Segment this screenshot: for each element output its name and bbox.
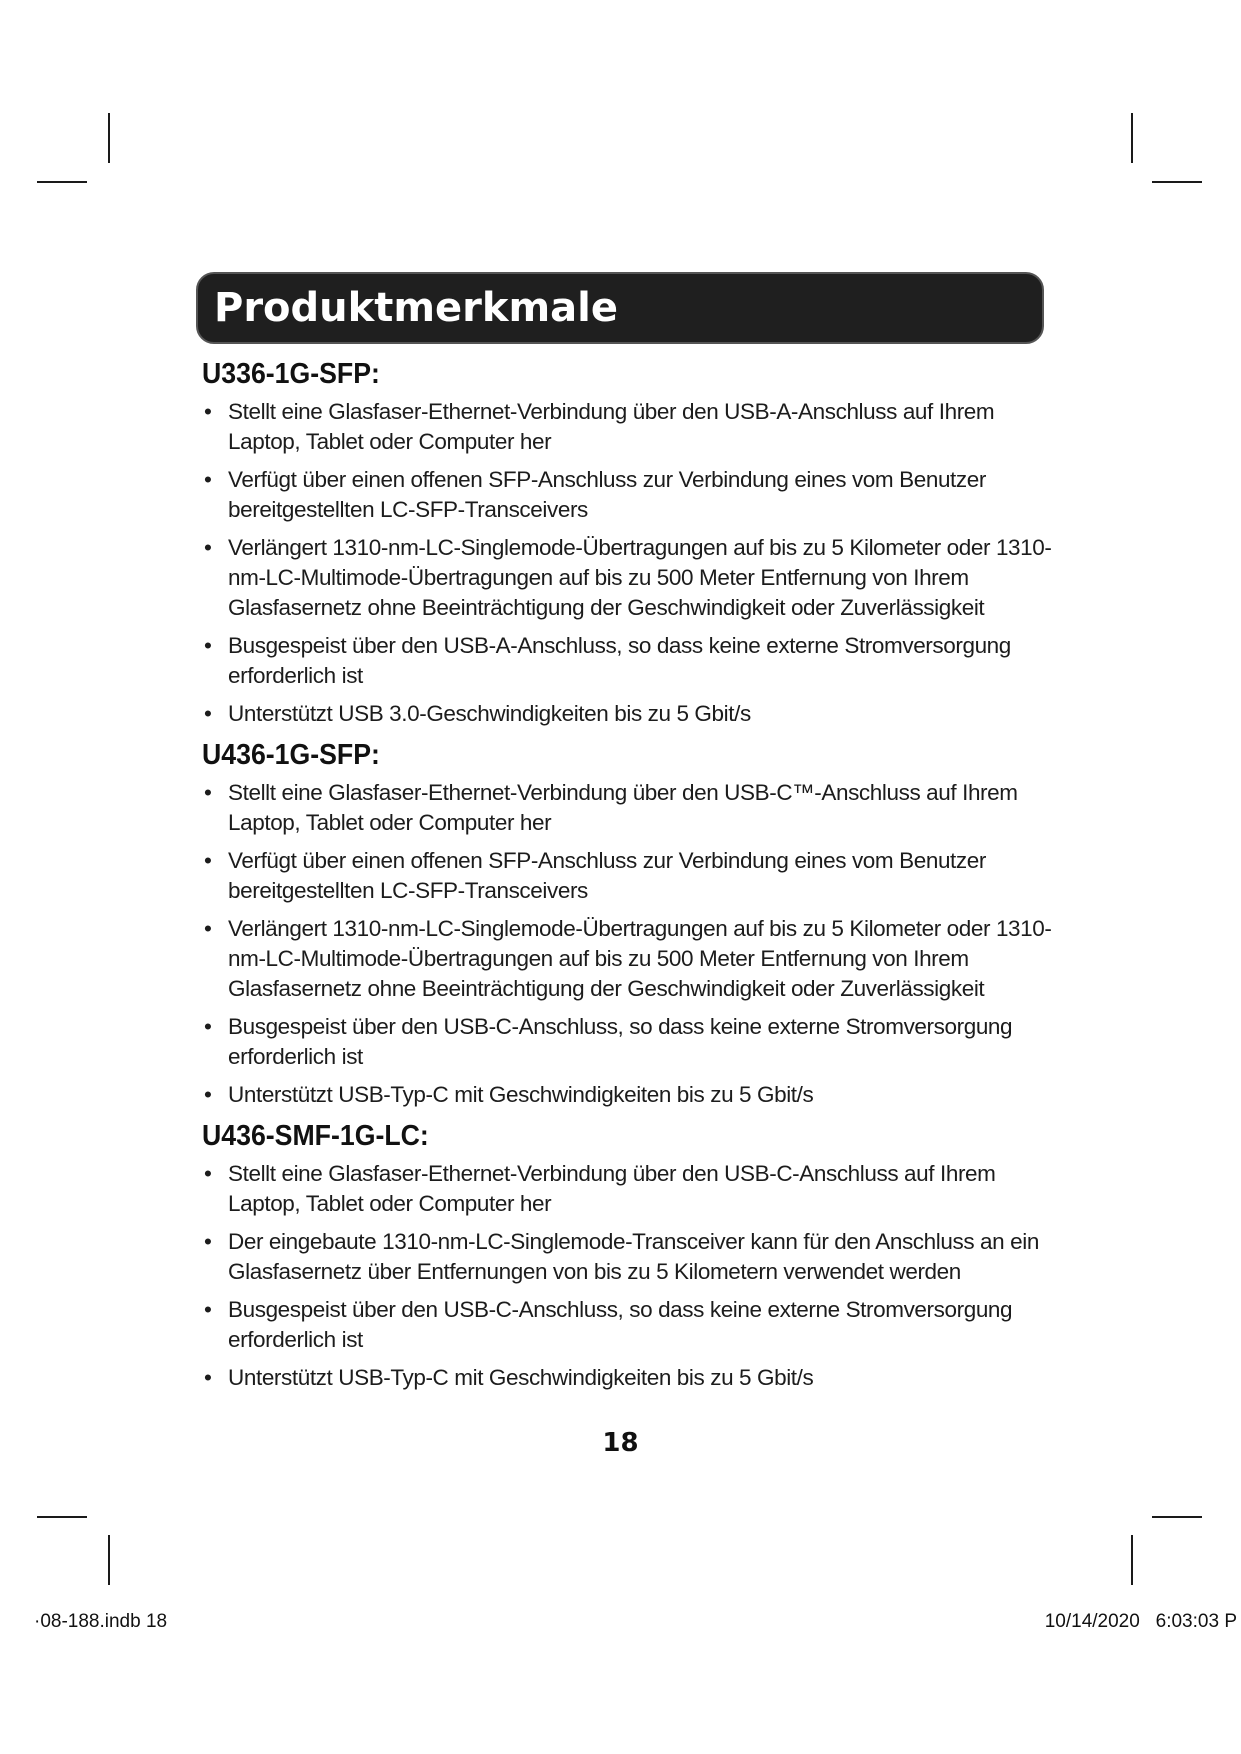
bullet-icon: • <box>204 633 212 658</box>
feature-text: Unterstützt USB-Typ-C mit Geschwindigkeiten bis zu 5 Gbit/s <box>228 1082 814 1107</box>
bullet-icon: • <box>204 535 212 560</box>
feature-list <box>196 397 1056 729</box>
feature-text: Verlängert 1310-nm-LC-Singlemode-Übertragungen auf bis zu 5 Kilometer oder 1310-nm-LC-Multimode-Übertragungen auf bis zu 500 Meter Entfernung von Ihrem Glasfasernetz ohne Beeinträchtigung der Geschwindigkeit oder Zuverlässigkeit <box>228 916 1052 1001</box>
bullet-icon: • <box>204 916 212 941</box>
feature-text: Verfügt über einen offenen SFP-Anschluss zur Verbindung eines vom Benutzer bereitgestellten LC-SFP-Transceivers <box>228 848 986 903</box>
feature-text: Busgespeist über den USB-A-Anschluss, so dass keine externe Stromversorgung erforderlich ist <box>228 633 1011 688</box>
feature-text: Der eingebaute 1310-nm-LC-Singlemode-Transceiver kann für den Anschluss an ein Glasfasernetz über Entfernungen von bis zu 5 Kilometern verwendet werden <box>228 1229 1039 1284</box>
crop-mark-top-right-vertical <box>1131 113 1133 163</box>
feature-text: Busgespeist über den USB-C-Anschluss, so dass keine externe Stromversorgung erforderlich ist <box>228 1297 1013 1352</box>
section-heading: U436-SMF-1G-LC: <box>202 1120 429 1152</box>
feature-list-item <box>196 1080 1056 1110</box>
page-number: 18 <box>602 1428 639 1458</box>
feature-text: Verlängert 1310-nm-LC-Singlemode-Übertragungen auf bis zu 5 Kilometer oder 1310-nm-LC-Multimode-Übertragungen auf bis zu 500 Meter Entfernung von Ihrem Glasfasernetz ohne Beeinträchtigung der Geschwindigkeit oder Zuverlässigkeit <box>228 535 1052 620</box>
page-content <box>196 272 1056 1403</box>
print-slug-timestamp: 10/14/2020 6:03:03 P <box>1044 1611 1237 1632</box>
section-heading: U436-1G-SFP: <box>202 739 380 771</box>
crop-mark-bottom-right-horizontal <box>1152 1516 1202 1518</box>
feature-text: Busgespeist über den USB-C-Anschluss, so dass keine externe Stromversorgung erforderlich ist <box>228 1014 1013 1069</box>
bullet-icon: • <box>204 1365 212 1390</box>
bullet-icon: • <box>204 848 212 873</box>
feature-text: Unterstützt USB 3.0-Geschwindigkeiten bis zu 5 Gbit/s <box>228 701 751 726</box>
print-slug-file: ·08-188.indb 18 <box>34 1611 168 1632</box>
bullet-icon: • <box>204 399 212 424</box>
page-title: Produktmerkmale <box>214 285 619 331</box>
crop-mark-top-left-vertical <box>108 113 110 163</box>
crop-mark-bottom-left-horizontal <box>37 1516 87 1518</box>
feature-text: Unterstützt USB-Typ-C mit Geschwindigkeiten bis zu 5 Gbit/s <box>228 1365 814 1390</box>
feature-list-item <box>196 631 1056 691</box>
bullet-icon: • <box>204 1229 212 1254</box>
feature-list <box>196 1159 1056 1393</box>
feature-list <box>196 778 1056 1110</box>
feature-list-item <box>196 1227 1056 1287</box>
crop-mark-top-left-horizontal <box>37 181 87 183</box>
feature-list-item <box>196 1159 1056 1219</box>
feature-list-item <box>196 914 1056 1004</box>
crop-mark-bottom-left-vertical <box>108 1535 110 1585</box>
bullet-icon: • <box>204 1161 212 1186</box>
bullet-icon: • <box>204 1082 212 1107</box>
feature-list-item <box>196 699 1056 729</box>
section-heading: U336-1G-SFP: <box>202 358 380 390</box>
bullet-icon: • <box>204 701 212 726</box>
feature-list-item <box>196 465 1056 525</box>
bullet-icon: • <box>204 467 212 492</box>
bullet-icon: • <box>204 780 212 805</box>
feature-list-item <box>196 397 1056 457</box>
bullet-icon: • <box>204 1014 212 1039</box>
feature-list-item <box>196 778 1056 838</box>
feature-text: Verfügt über einen offenen SFP-Anschluss zur Verbindung eines vom Benutzer bereitgestellten LC-SFP-Transceivers <box>228 467 986 522</box>
title-bar <box>196 272 1044 344</box>
crop-mark-top-right-horizontal <box>1152 181 1202 183</box>
crop-mark-bottom-right-vertical <box>1131 1535 1133 1585</box>
feature-list-item <box>196 1012 1056 1072</box>
feature-text: Stellt eine Glasfaser-Ethernet-Verbindung über den USB-C-Anschluss auf Ihrem Laptop, Tablet oder Computer her <box>228 1161 996 1216</box>
feature-list-item <box>196 1363 1056 1393</box>
feature-list-item <box>196 1295 1056 1355</box>
feature-list-item <box>196 846 1056 906</box>
feature-sections <box>196 358 1056 1393</box>
bullet-icon: • <box>204 1297 212 1322</box>
feature-list-item <box>196 533 1056 623</box>
feature-text: Stellt eine Glasfaser-Ethernet-Verbindung über den USB-C™-Anschluss auf Ihrem Laptop, Tablet oder Computer her <box>228 780 1018 835</box>
feature-text: Stellt eine Glasfaser-Ethernet-Verbindung über den USB-A-Anschluss auf Ihrem Laptop, Tablet oder Computer her <box>228 399 995 454</box>
